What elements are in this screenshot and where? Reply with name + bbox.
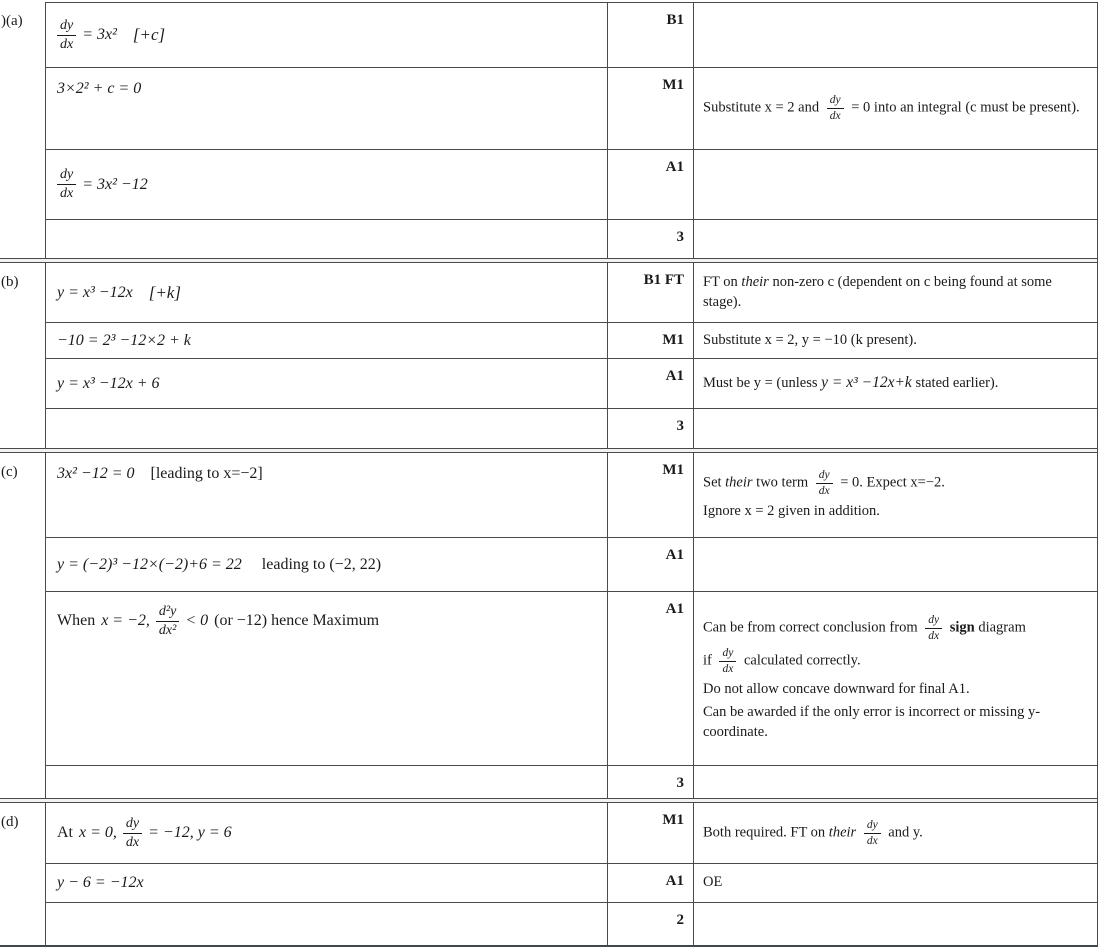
fraction-numerator: dy [719, 647, 736, 662]
part-c-section [0, 453, 1097, 798]
expression-text: = −12, y = 6 [148, 824, 232, 841]
comment-cell [694, 538, 1097, 591]
part-b-rows [46, 263, 1097, 448]
part-a-rows [46, 2, 1097, 258]
math-expression [57, 556, 381, 574]
expression-text: 3x² −12 = 0 [57, 465, 135, 482]
working-cell [46, 903, 608, 945]
fraction [827, 94, 844, 123]
math-expression [57, 283, 181, 303]
comment-segment: two term [756, 474, 809, 491]
fraction-denominator: dx [928, 630, 940, 643]
total-row [46, 903, 1097, 945]
comment-text [703, 373, 1091, 394]
fraction-denominator: dx [866, 834, 878, 847]
comment-text [703, 273, 1091, 312]
working-cell [46, 323, 608, 358]
mark-cell: A1 [608, 864, 694, 902]
mark-row [46, 359, 1097, 409]
comment-segment: Must be y = (unless [703, 375, 818, 392]
mark-row [46, 150, 1097, 220]
comment-segment-italic: their [741, 273, 769, 290]
part-label [0, 803, 46, 945]
fraction-numerator: dy [925, 614, 942, 629]
mark-cell: A1 [608, 359, 694, 408]
fraction-denominator: dx² [158, 622, 177, 638]
comment-text: Substitute x = 2, y = −10 (k present). [703, 331, 917, 348]
fraction-denominator: dx [829, 110, 841, 122]
comment-segment-italic: their [725, 474, 753, 491]
mark-cell: M1 [608, 453, 694, 537]
expression-text: 3×2² + c = 0 [57, 80, 142, 97]
fraction [57, 18, 76, 52]
math-expression [57, 604, 379, 638]
comment-segment: Can be from correct conclusion from [703, 620, 918, 637]
comment-cell [694, 409, 1097, 448]
fraction-denominator: dx [722, 663, 734, 676]
comment-text [703, 94, 1091, 123]
comment-text: Can be awarded if the only error is incorrect or missing y-coordinate. [703, 704, 1041, 741]
working-cell [46, 453, 608, 537]
comment-segment: = 0. Expect x=−2. [840, 474, 945, 491]
mark-row [46, 263, 1097, 323]
fraction-denominator: dx [125, 834, 140, 850]
comment-segment: stated earlier). [915, 375, 999, 392]
comment-segment-bold: sign [949, 620, 975, 637]
inline-math: y = x³ −12x+k [821, 374, 912, 392]
comment-text [703, 819, 1091, 848]
fraction [156, 604, 179, 638]
working-cell [46, 68, 608, 149]
working-cell [46, 3, 608, 67]
working-cell [46, 538, 608, 591]
expression-text: x = −2, [101, 612, 150, 630]
expression-text: x = 0, [79, 824, 117, 841]
fraction-numerator: dy [827, 94, 844, 109]
working-cell [46, 409, 608, 448]
expression-text: < 0 [185, 612, 209, 630]
comment-text [703, 469, 1091, 498]
expression-text: y = (−2)³ −12×(−2)+6 = 22 [57, 555, 242, 573]
expression-note: (or −12) hence Maximum [214, 612, 380, 630]
part-a-label: (a) [6, 13, 23, 29]
total-marks-cell: 3 [608, 766, 694, 798]
total-row [46, 409, 1097, 448]
mark-row [46, 453, 1097, 538]
mark-cell: A1 [608, 150, 694, 219]
mark-row [46, 864, 1097, 903]
fraction [123, 816, 142, 850]
total-row [46, 220, 1097, 258]
expression-word: When [57, 612, 96, 630]
mark-cell: M1 [608, 68, 694, 149]
part-c-label: (c) [1, 464, 18, 480]
comment-cell [694, 323, 1097, 358]
mark-cell: M1 [608, 323, 694, 358]
working-cell [46, 220, 608, 258]
fraction-denominator: dx [60, 36, 74, 52]
working-cell [46, 803, 608, 863]
mark-row [46, 3, 1097, 68]
part-c-rows [46, 453, 1097, 798]
comment-text [703, 647, 1091, 676]
comment-text: Ignore x = 2 given in addition. [703, 502, 880, 519]
expression-word: At [57, 824, 73, 841]
comment-segment: Substitute x = 2 and [703, 99, 820, 116]
working-cell [46, 263, 608, 322]
optional-term: [+c] [132, 25, 166, 44]
comment-cell [694, 359, 1097, 408]
fraction-numerator: d²y [156, 604, 179, 622]
mark-row [46, 538, 1097, 592]
comment-segment-italic: their [828, 824, 857, 841]
expression-text: = 3x² [82, 26, 117, 43]
comment-cell [694, 263, 1097, 322]
comment-segment: diagram [978, 620, 1026, 637]
working-cell [46, 864, 608, 902]
part-d-section [0, 803, 1097, 945]
working-cell [46, 766, 608, 798]
comment-segment: calculated correctly. [743, 652, 861, 669]
comment-cell [694, 150, 1097, 219]
expression-note: [leading to x=−2] [150, 465, 263, 482]
math-expression [57, 816, 232, 850]
comment-cell [694, 903, 1097, 945]
expression-note: leading to (−2, 22) [261, 555, 382, 573]
mark-cell: M1 [608, 803, 694, 863]
mark-row [46, 803, 1097, 864]
mark-cell: B1 FT [608, 263, 694, 322]
comment-cell [694, 803, 1097, 863]
comment-text: Do not allow concave downward for final A1. [703, 680, 970, 697]
fraction-denominator: dx [818, 484, 830, 497]
part-label [0, 453, 46, 798]
fraction [925, 614, 942, 643]
part-label [0, 2, 46, 258]
working-cell [46, 359, 608, 408]
fraction [57, 167, 76, 201]
mark-row [46, 68, 1097, 150]
comment-cell [694, 766, 1097, 798]
expression-text: −10 = 2³ −12×2 + k [57, 331, 191, 349]
fraction [816, 469, 833, 498]
expression-text: y = x³ −12x [57, 283, 133, 301]
expression-text: y − 6 = −12x [57, 874, 144, 891]
fraction-numerator: dy [123, 816, 142, 834]
part-label [0, 263, 46, 448]
total-marks-cell: 3 [608, 220, 694, 258]
comment-cell [694, 453, 1097, 537]
part-b-section [0, 263, 1097, 448]
total-marks-cell: 3 [608, 409, 694, 448]
mark-cell: A1 [608, 592, 694, 765]
comment-segment: if [703, 652, 712, 669]
fraction-denominator: dx [60, 186, 74, 201]
fraction [719, 647, 736, 676]
mark-row [46, 323, 1097, 359]
comment-segment: FT on [703, 273, 738, 290]
fraction-numerator: dy [57, 18, 76, 36]
math-expression [57, 18, 165, 52]
expression-text: y = x³ −12x + 6 [57, 374, 160, 392]
mark-cell: A1 [608, 538, 694, 591]
comment-text [703, 614, 1091, 643]
working-cell [46, 150, 608, 219]
comment-text: OE [703, 874, 723, 891]
part-d-rows [46, 803, 1097, 945]
total-row [46, 766, 1097, 798]
comment-cell [694, 592, 1097, 765]
comment-segment: = 0 into an integral (c must be present). [851, 99, 1080, 116]
math-expression [57, 167, 148, 201]
mark-scheme-table [0, 2, 1098, 947]
part-b-label: (b) [1, 274, 19, 290]
comment-cell [694, 220, 1097, 258]
fraction-numerator: dy [864, 819, 881, 834]
comment-segment: Both required. FT on [703, 824, 826, 841]
working-cell [46, 592, 608, 765]
fraction-numerator: dy [57, 167, 76, 185]
mark-cell: B1 [608, 3, 694, 67]
clipped-fragment: ) [1, 13, 6, 29]
mark-row [46, 592, 1097, 766]
comment-cell [694, 3, 1097, 67]
fraction [864, 819, 881, 848]
comment-segment: non-zero c (dependent on c being found at some stage). [703, 273, 1052, 310]
comment-segment: Set [703, 474, 722, 491]
part-a-section [0, 2, 1097, 258]
comment-segment: and y. [888, 824, 923, 841]
fraction-numerator: dy [816, 469, 833, 484]
total-marks-cell: 2 [608, 903, 694, 945]
part-d-label: (d) [1, 814, 19, 830]
optional-term: [+k] [148, 282, 181, 302]
math-expression [57, 465, 263, 483]
comment-cell [694, 68, 1097, 149]
comment-cell [694, 864, 1097, 902]
expression-text: = 3x² −12 [82, 175, 148, 193]
